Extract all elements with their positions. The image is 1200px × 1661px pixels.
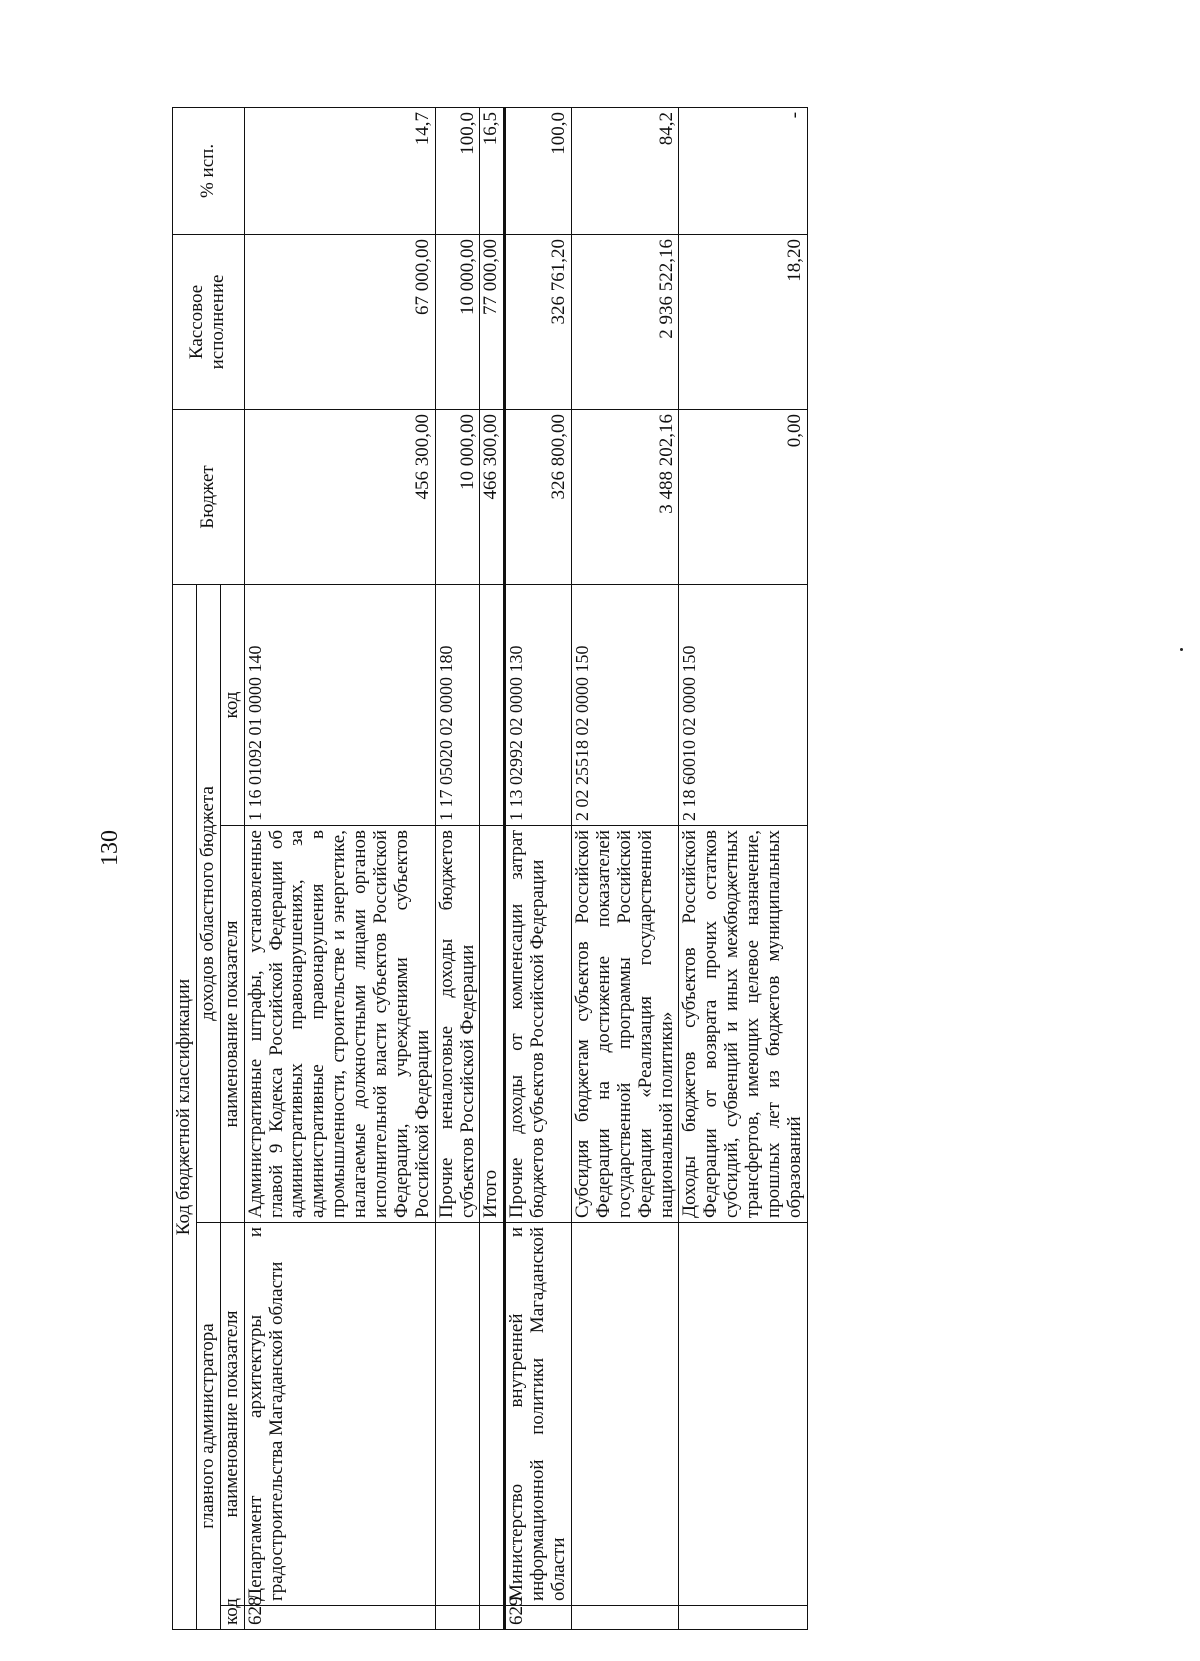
execution-cell: 67 000,00 — [244, 234, 435, 409]
header-percent: % исп. — [173, 107, 245, 234]
revenue-name-cell: Административные штрафы, установленные главой 9 Кодекса Российской Федерации об административных правонарушениях, за административные правонарушения в промышленности, строительстве и энергетике, налагаемые должностными лицами органов исполнительной власти субъектов Российской Федерации, учреждениями субъектов Российской Федерации — [244, 826, 435, 1223]
header-execution: Кассовое исполнение — [173, 234, 245, 409]
stray-mark — [1180, 648, 1183, 651]
header-revenue-name: наименование показателя — [220, 826, 244, 1223]
admin-code-cell — [480, 1606, 505, 1630]
revenue-name-cell: Прочие неналоговые доходы бюджетов субъектов Российской Федерации — [435, 826, 480, 1223]
table-row — [679, 107, 807, 1629]
admin-code-cell — [572, 1606, 679, 1630]
header-admin-code: код — [220, 1606, 244, 1630]
table-row — [435, 107, 480, 1629]
page-number: 130 — [97, 830, 123, 866]
header-budget: Бюджет — [173, 409, 245, 584]
admin-code-cell — [679, 1606, 807, 1630]
revenue-name-cell: Доходы бюджетов субъектов Российской Федерации от возврата прочих остатков субсидий, субвенций и иных межбюджетных трансфертов, имеющих целевое назначение, прошлых лет из бюджетов муниципальных образований — [679, 826, 807, 1223]
header-chief-admin: главного администратора — [196, 1223, 220, 1630]
admin-name-cell — [679, 1223, 807, 1606]
total-percent-cell: 16,5 — [480, 107, 505, 234]
percent-cell: 84,2 — [572, 107, 679, 234]
budget-table — [172, 107, 808, 1630]
revenue-code-cell: 2 02 25518 02 0000 150 — [572, 584, 679, 825]
admin-name-cell — [435, 1223, 480, 1606]
admin-code-cell: 629 — [505, 1606, 572, 1630]
header-classification: Код бюджетной классификации — [173, 584, 197, 1629]
admin-name-cell: Министерство внутренней и информационной политики Магаданской области — [505, 1223, 572, 1606]
admin-name-cell — [480, 1223, 505, 1606]
percent-cell: - — [679, 107, 807, 234]
total-budget-cell: 466 300,00 — [480, 409, 505, 584]
budget-cell: 326 800,00 — [505, 409, 572, 584]
table-row — [244, 107, 435, 1629]
table-row — [505, 107, 572, 1629]
header-admin-name: наименование показателя — [220, 1223, 244, 1606]
revenue-name-cell: Прочие доходы от компенсации затрат бюджетов субъектов Российской Федерации — [505, 826, 572, 1223]
total-execution-cell: 77 000,00 — [480, 234, 505, 409]
execution-cell: 326 761,20 — [505, 234, 572, 409]
rotated-table-wrapper — [172, 108, 808, 1630]
admin-name-cell: Департамент архитектуры и градостроительства Магаданской области — [244, 1223, 435, 1606]
header-revenue-code: код — [220, 584, 244, 825]
revenue-code-cell — [480, 584, 505, 825]
revenue-code-cell: 1 16 01092 01 0000 140 — [244, 584, 435, 825]
admin-code-cell — [435, 1606, 480, 1630]
table-row — [572, 107, 679, 1629]
revenue-code-cell: 1 17 05020 02 0000 180 — [435, 584, 480, 825]
percent-cell: 100,0 — [505, 107, 572, 234]
budget-cell: 456 300,00 — [244, 409, 435, 584]
header-revenue-group: доходов областного бюджета — [196, 584, 220, 1222]
budget-cell: 3 488 202,16 — [572, 409, 679, 584]
budget-cell: 10 000,00 — [435, 409, 480, 584]
execution-cell: 10 000,00 — [435, 234, 480, 409]
admin-name-cell — [572, 1223, 679, 1606]
total-row — [480, 107, 505, 1629]
admin-code-cell: 628 — [244, 1606, 435, 1630]
revenue-code-cell: 2 18 60010 02 0000 150 — [679, 584, 807, 825]
header-row-1 — [173, 107, 197, 1629]
budget-cell: 0,00 — [679, 409, 807, 584]
revenue-name-cell: Субсидия бюджетам субъектов Российской Федерации на достижение показателей государственной программы Российской Федерации «Реализация государственной национальной политики» — [572, 826, 679, 1223]
total-label: Итого — [480, 826, 505, 1223]
execution-cell: 18,20 — [679, 234, 807, 409]
revenue-code-cell: 1 13 02992 02 0000 130 — [505, 584, 572, 825]
execution-cell: 2 936 522,16 — [572, 234, 679, 409]
percent-cell: 14,7 — [244, 107, 435, 234]
percent-cell: 100,0 — [435, 107, 480, 234]
